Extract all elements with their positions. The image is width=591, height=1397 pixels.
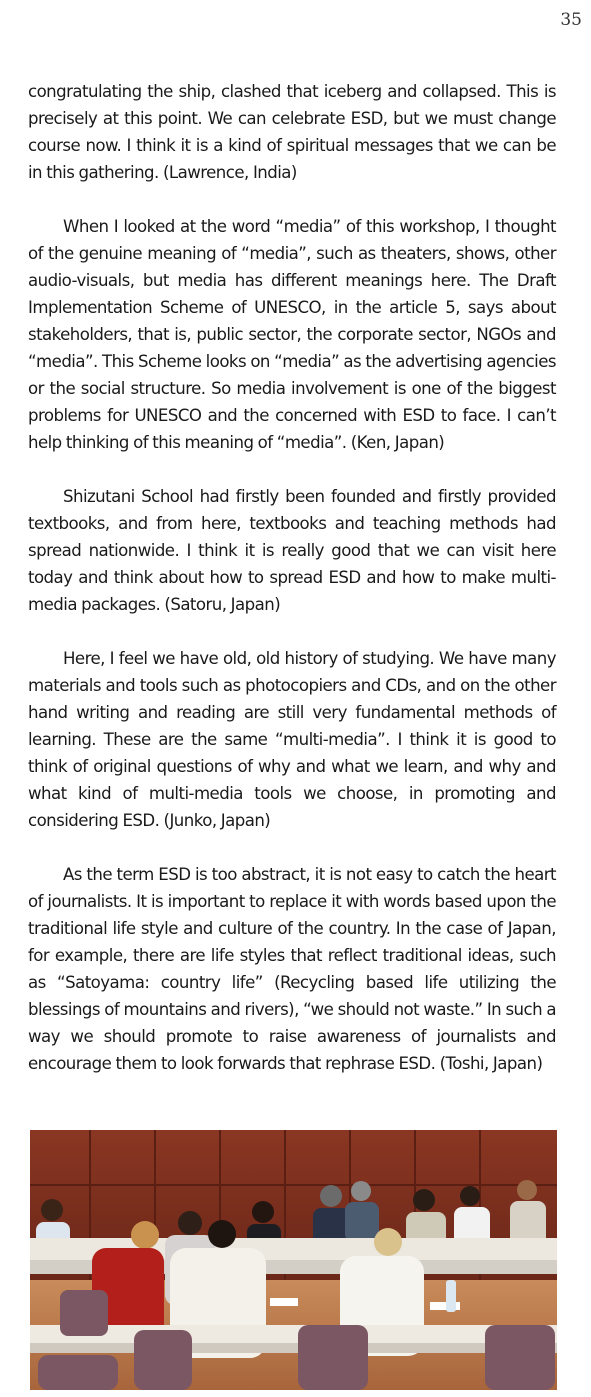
- paragraph-satoru: Shizutani School had firstly been founded and firstly provided textbooks, and from here, textbooks and teaching methods had spread nationwide. I think it is really good that we can visit here today and think about how to spread ESD and how to make multi-media packages. (Satoru, Japan): [28, 487, 556, 614]
- workshop-meeting-photo: [30, 1130, 557, 1390]
- page-number: 35: [560, 10, 582, 30]
- paragraph-toshi: As the term ESD is too abstract, it is not easy to catch the heart of journalists. It is important to replace it with words based upon the traditional life style and culture of the country. In the case of Japan, for example, there are life styles that reflect traditional ideas, such as “Satoyama: country life” (Recycling based life utilizing the blessings of mountains and rivers), “we should not waste.” In such a way we should promote to raise awareness of journalists and encourage them to look forwards that rephrase ESD. (Toshi, Japan): [28, 865, 556, 1073]
- paragraph-lawrence: congratulating the ship, clashed that iceberg and collapsed. This is precisely at this point. We can celebrate ESD, but we must change course now. I think it is a kind of spiritual messages that we can be in this gathering. (Lawrence, India): [28, 82, 556, 182]
- front-table: [30, 1325, 557, 1343]
- paragraph-junko: Here, I feel we have old, old history of studying. We have many materials and tools such as photocopiers and CDs, and on the other hand writing and reading are still very fundamental methods of learning. These are the same “multi-media”. I think it is good to think of original questions of why and what we learn, and why and what kind of multi-media tools we choose, in promoting and considering ESD. (Junko, Japan): [28, 649, 556, 830]
- paragraph-ken: When I looked at the word “media” of this workshop, I thought of the genuine meaning of “media”, such as theaters, shows, other audio-visuals, but media has different meanings here. The Draft Implementation Scheme of UNESCO, in the article 5, says about stakeholders, that is, public sector, the corporate sector, NGOs and “media”. This Scheme looks on “media” as the advertising agencies or the social structure. So media involvement is one of the biggest problems for UNESCO and the concerned with ESD to face. I can’t help thinking of this meaning of “media”. (Ken, Japan): [28, 217, 556, 452]
- workshop-meeting-illustration: [30, 1130, 557, 1390]
- article-body: [28, 78, 556, 1104]
